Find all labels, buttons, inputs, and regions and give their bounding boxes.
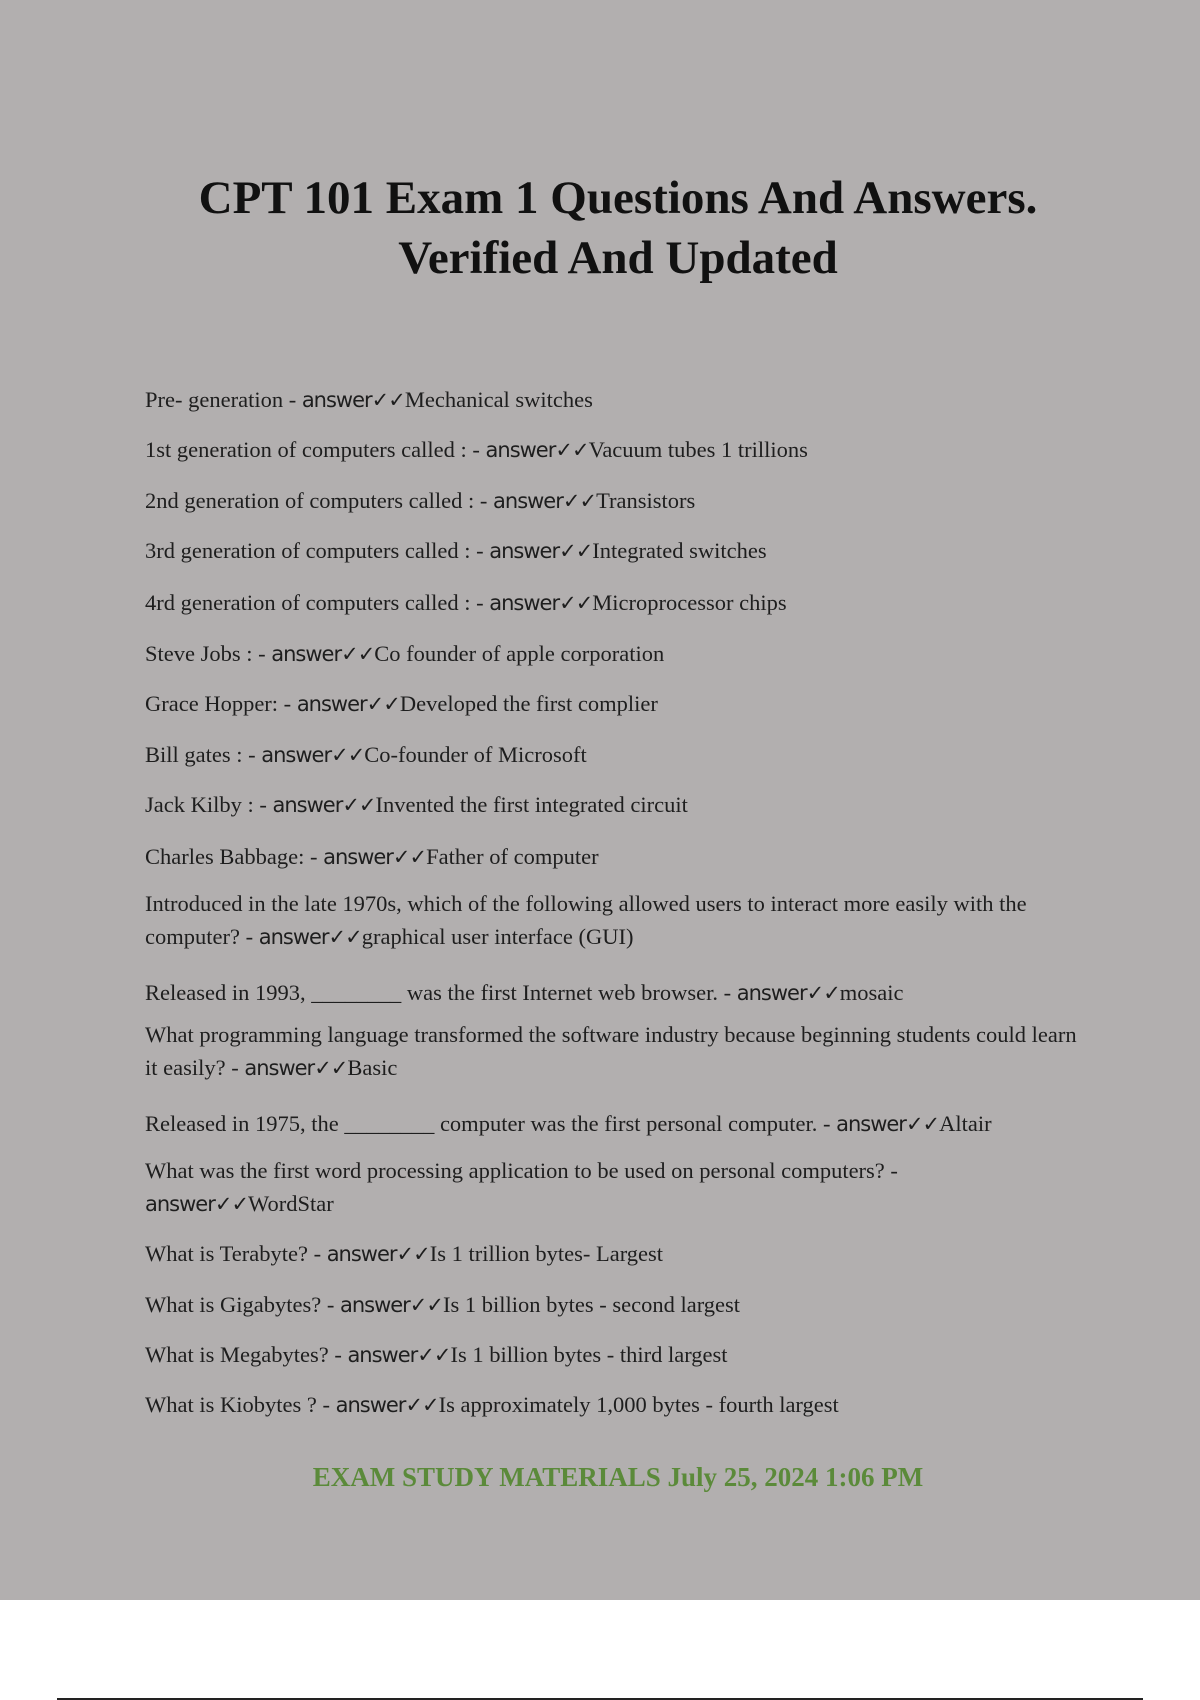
qa-item bbox=[145, 1018, 1085, 1085]
answer-marker: answer✓✓ bbox=[272, 793, 376, 817]
answer-text: Co founder of apple corporation bbox=[374, 641, 665, 666]
answer-marker: answer✓✓ bbox=[339, 1293, 443, 1317]
question-text: Released in 1993, ________ was the first Internet web browser. - bbox=[145, 980, 737, 1005]
answer-marker: answer✓✓ bbox=[335, 1393, 439, 1417]
answer-text: mosaic bbox=[839, 980, 904, 1005]
qa-item bbox=[145, 1107, 1085, 1141]
answer-marker: answer✓✓ bbox=[836, 1112, 940, 1136]
question-text: What is Megabytes? - bbox=[145, 1342, 348, 1367]
answer-text: Is 1 trillion bytes- Largest bbox=[429, 1241, 664, 1266]
answer-text: Altair bbox=[939, 1111, 992, 1136]
answer-marker: answer✓✓ bbox=[258, 925, 362, 949]
answer-text: Integrated switches bbox=[592, 538, 767, 563]
qa-item bbox=[145, 738, 1085, 772]
answer-text: Is 1 billion bytes - third largest bbox=[450, 1342, 728, 1367]
question-text: What programming language transformed the software industry because beginning students could learn it easily? - bbox=[145, 1022, 1077, 1080]
qa-item bbox=[145, 484, 1085, 518]
qa-item bbox=[145, 534, 1085, 568]
qa-item bbox=[145, 887, 1085, 954]
title-line-2: Verified And Updated bbox=[398, 232, 838, 284]
answer-marker: answer✓✓ bbox=[261, 743, 365, 767]
qa-item bbox=[145, 383, 1085, 417]
question-text: What is Kiobytes ? - bbox=[145, 1392, 336, 1417]
question-text: What is Terabyte? - bbox=[145, 1241, 327, 1266]
answer-marker: answer✓✓ bbox=[271, 642, 375, 666]
answer-text: Transistors bbox=[596, 488, 696, 513]
question-text: Grace Hopper: - bbox=[145, 691, 297, 716]
qa-item bbox=[145, 687, 1085, 721]
question-text: Introduced in the late 1970s, which of the following allowed users to interact more easily with the computer? - bbox=[145, 891, 1027, 949]
qa-item bbox=[145, 433, 1085, 467]
answer-text: Is 1 billion bytes - second largest bbox=[443, 1292, 741, 1317]
qa-item bbox=[145, 976, 1085, 1010]
qa-item bbox=[145, 1237, 1085, 1271]
question-text: Steve Jobs : - bbox=[145, 641, 272, 666]
qa-item bbox=[145, 586, 1085, 620]
answer-marker: answer✓✓ bbox=[347, 1343, 451, 1367]
answer-marker: answer✓✓ bbox=[736, 981, 840, 1005]
answer-marker: answer✓✓ bbox=[145, 1192, 249, 1216]
answer-text: Father of computer bbox=[426, 844, 599, 869]
footer-note: EXAM STUDY MATERIALS July 25, 2024 1:06 PM bbox=[312, 1462, 924, 1492]
question-text: What is Gigabytes? - bbox=[145, 1292, 340, 1317]
answer-text: Vacuum tubes 1 trillions bbox=[588, 437, 808, 462]
answer-marker: answer✓✓ bbox=[493, 489, 597, 513]
question-text: 2nd generation of computers called : - bbox=[145, 488, 494, 513]
question-text: Pre- generation - bbox=[145, 387, 302, 412]
qa-item bbox=[145, 637, 1085, 671]
document-title bbox=[0, 168, 1200, 288]
answer-text: Developed the first complier bbox=[399, 691, 658, 716]
answer-marker: answer✓✓ bbox=[296, 692, 400, 716]
qa-item bbox=[145, 1338, 1085, 1372]
question-text: Released in 1975, the ________ computer was the first personal computer. - bbox=[145, 1111, 837, 1136]
answer-marker: answer✓✓ bbox=[326, 1242, 430, 1266]
qa-item bbox=[145, 840, 1085, 874]
answer-text: Invented the first integrated circuit bbox=[375, 792, 688, 817]
question-text: Charles Babbage: - bbox=[145, 844, 324, 869]
answer-text: Microprocessor chips bbox=[592, 590, 787, 615]
title-line-1: CPT 101 Exam 1 Questions And Answers. bbox=[198, 172, 1038, 224]
qa-item bbox=[145, 1288, 1085, 1322]
answer-marker: answer✓✓ bbox=[485, 438, 589, 462]
answer-marker: answer✓✓ bbox=[244, 1056, 348, 1080]
qa-item bbox=[145, 1388, 1085, 1422]
answer-marker: answer✓✓ bbox=[323, 845, 427, 869]
answer-text: Basic bbox=[347, 1055, 398, 1080]
answer-text: Co-founder of Microsoft bbox=[364, 742, 587, 767]
question-text: 4rd generation of computers called : - bbox=[145, 590, 490, 615]
question-text: Bill gates : - bbox=[145, 742, 262, 767]
answer-marker: answer✓✓ bbox=[301, 388, 405, 412]
answer-marker: answer✓✓ bbox=[489, 591, 593, 615]
answer-marker: answer✓✓ bbox=[489, 539, 593, 563]
question-text: 1st generation of computers called : - bbox=[145, 437, 486, 462]
qa-item bbox=[145, 1154, 1085, 1221]
answer-text: graphical user interface (GUI) bbox=[361, 924, 634, 949]
answer-text: Is approximately 1,000 bytes - fourth largest bbox=[438, 1392, 839, 1417]
question-text: What was the first word processing application to be used on personal computers? - bbox=[145, 1158, 898, 1183]
question-text: Jack Kilby : - bbox=[145, 792, 273, 817]
answer-text: Mechanical switches bbox=[404, 387, 593, 412]
answer-text: WordStar bbox=[248, 1191, 334, 1216]
qa-item bbox=[145, 788, 1085, 822]
question-text: 3rd generation of computers called : - bbox=[145, 538, 490, 563]
